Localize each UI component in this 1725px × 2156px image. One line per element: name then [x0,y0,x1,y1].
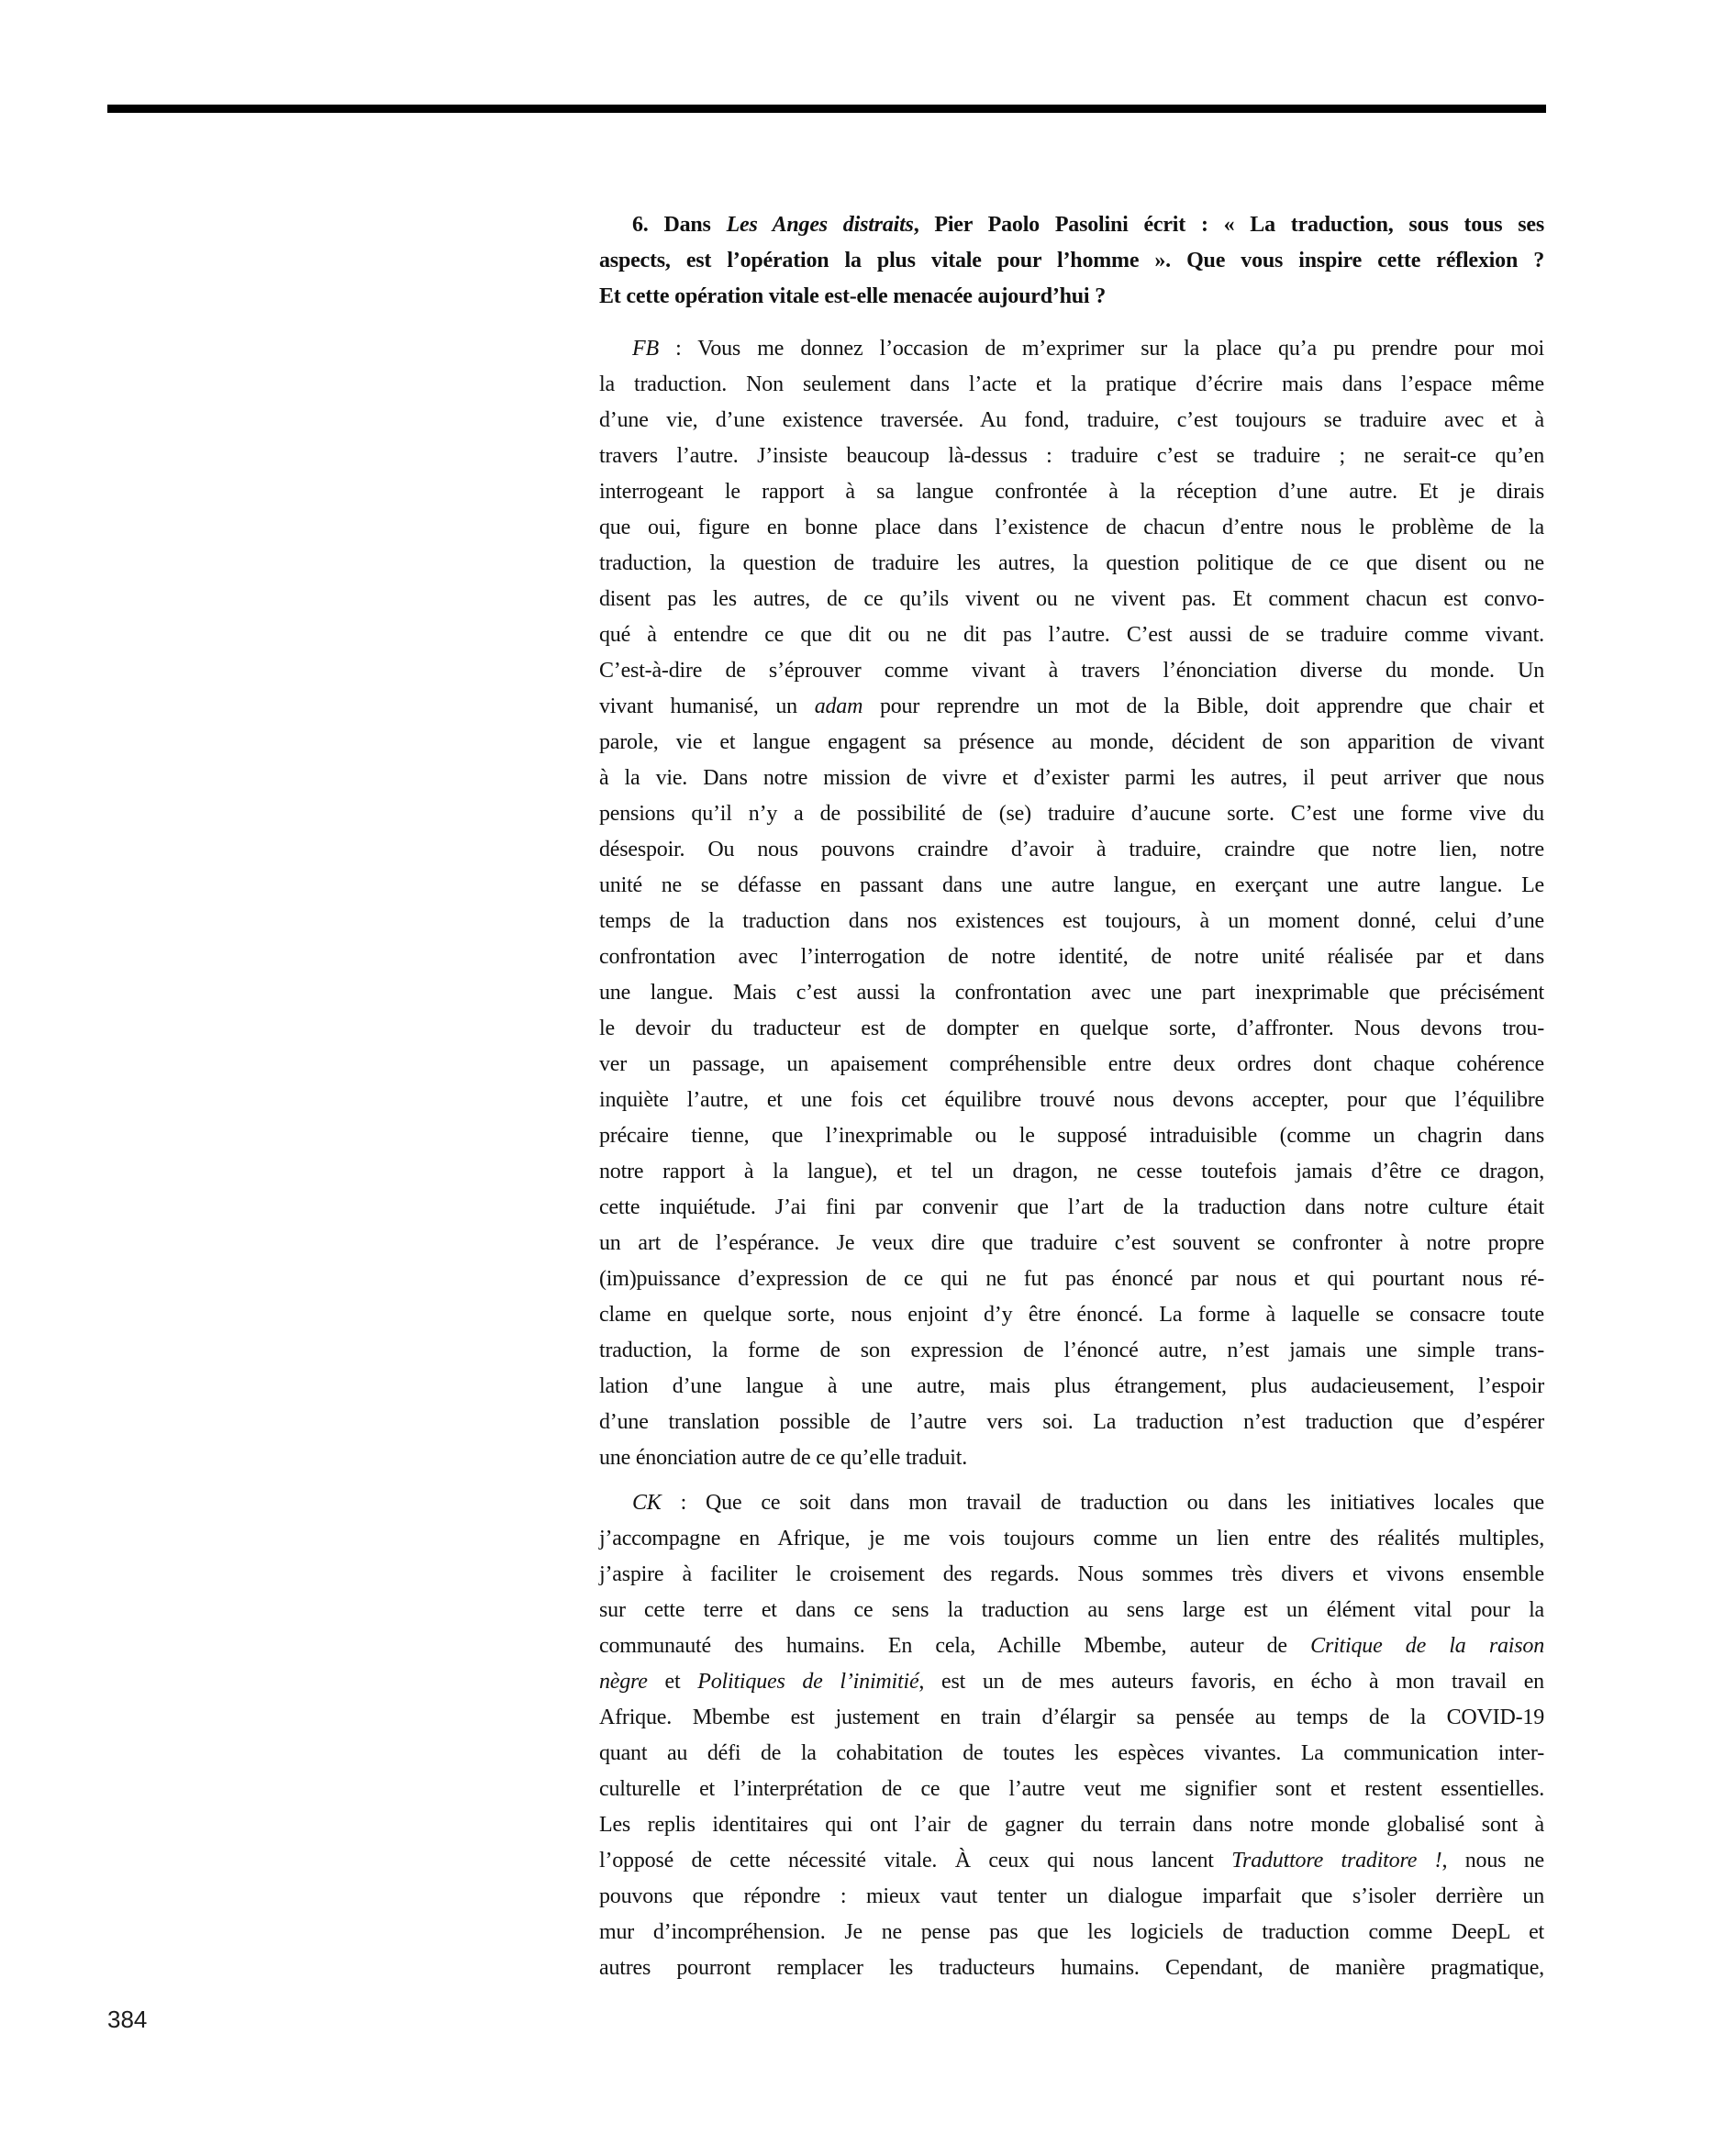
text-line: culturelle et l’interprétation de ce que l’autre veut me signifier sont et restent essentielles. [599,1777,1544,1801]
text-line: clame en quelque sorte, nous enjoint d’y être énoncé. La forme à laquelle se consacre toute [599,1303,1544,1327]
text-line: d’une vie, d’une existence traversée. Au fond, traduire, c’est toujours se traduire avec et à [599,408,1544,432]
text-line: communauté des humains. En cela, Achille Mbembe, auteur de Critique de la raison [599,1634,1544,1658]
question-paragraph [599,207,1544,315]
answer-paragraph-ck [599,1485,1544,1986]
text-line: ver un passage, un apaisement compréhensible entre deux ordres dont chaque cohérence [599,1052,1544,1076]
text-line: quant au défi de la cohabitation de toutes les espèces vivantes. La communication inter- [599,1741,1544,1765]
text-line: mur d’incompréhension. Je ne pense pas que les logiciels de traduction comme DeepL et [599,1920,1544,1944]
text-line: cette inquiétude. J’ai fini par convenir que l’art de la traduction dans notre culture était [599,1195,1544,1219]
text-line: vivant humanisé, un adam pour reprendre un mot de la Bible, doit apprendre que chair et [599,695,1544,718]
text-line: une énonciation autre de ce qu’elle traduit. [599,1446,968,1470]
text-line: autres pourront remplacer les traducteurs humains. Cependant, de manière pragmatique, [599,1956,1544,1980]
text-line: Et cette opération vitale est-elle menacée aujourd’hui ? [599,284,1106,308]
text-line: temps de la traduction dans nos existences est toujours, à un moment donné, celui d’une [599,909,1544,933]
text-line: que oui, figure en bonne place dans l’existence de chacun d’entre nous le problème de la [599,516,1544,539]
text-line: une langue. Mais c’est aussi la confrontation avec une part inexprimable que précisément [599,981,1544,1005]
text-line: précaire tienne, que l’inexprimable ou le supposé intraduisible (comme un chagrin dans [599,1124,1544,1148]
answer-paragraph-fb [599,331,1544,1476]
text-line: un art de l’espérance. Je veux dire que traduire c’est souvent se confronter à notre propre [599,1231,1544,1255]
top-rule [107,105,1546,113]
text-line: nègre et Politiques de l’inimitié, est un de mes auteurs favoris, en écho à mon travail en [599,1670,1544,1694]
text-line: disent pas les autres, de ce qu’ils vivent ou ne vivent pas. Et comment chacun est convo- [599,587,1544,611]
text-line: pouvons que répondre : mieux vaut tenter un dialogue imparfait que s’isoler derrière un [599,1884,1544,1908]
text-line: Afrique. Mbembe est justement en train d’élargir sa pensée au temps de la COVID-19 [599,1706,1544,1729]
text-line: inquiète l’autre, et une fois cet équilibre trouvé nous devons accepter, pour que l’équilibre [599,1088,1544,1112]
text-line: 6. Dans Les Anges distraits, Pier Paolo Pasolini écrit : « La traduction, sous tous ses [632,213,1544,237]
text-line: qué à entendre ce que dit ou ne dit pas l’autre. C’est aussi de se traduire comme vivant. [599,623,1544,647]
page-number: 384 [107,2006,148,2033]
text-line: CK : Que ce soit dans mon travail de traduction ou dans les initiatives locales que [632,1491,1544,1515]
text-line: à la vie. Dans notre mission de vivre et d’exister parmi les autres, il peut arriver que nous [599,766,1544,790]
text-line: désespoir. Ou nous pouvons craindre d’avoir à traduire, craindre que notre lien, notre [599,838,1544,861]
text-line: j’aspire à faciliter le croisement des regards. Nous sommes très divers et vivons ensemble [599,1562,1544,1586]
text-line: C’est-à-dire de s’éprouver comme vivant à travers l’énonciation diverse du monde. Un [599,659,1544,683]
text-line: Les replis identitaires qui ont l’air de gagner du terrain dans notre monde globalisé sont à [599,1813,1544,1837]
text-line: interrogeant le rapport à sa langue confrontée à la réception d’une autre. Et je dirais [599,480,1544,504]
text-line: j’accompagne en Afrique, je me vois toujours comme un lien entre des réalités multiples, [599,1527,1544,1550]
text-line: l’opposé de cette nécessité vitale. À ceux qui nous lancent Traduttore traditore !, nous ne [599,1849,1544,1873]
text-line: traduction, la question de traduire les autres, la question politique de ce que disent ou ne [599,551,1544,575]
text-line: unité ne se défasse en passant dans une autre langue, en exerçant une autre langue. Le [599,873,1544,897]
text-line: traduction, la forme de son expression de l’énoncé autre, n’est jamais une simple trans- [599,1339,1544,1362]
text-line: notre rapport à la langue), et tel un dragon, ne cesse toutefois jamais d’être ce dragon, [599,1160,1544,1184]
text-line: d’une translation possible de l’autre vers soi. La traduction n’est traduction que d’espérer [599,1410,1544,1434]
text-line: (im)puissance d’expression de ce qui ne fut pas énoncé par nous et qui pourtant nous ré- [599,1267,1544,1291]
text-line: la traduction. Non seulement dans l’acte et la pratique d’écrire mais dans l’espace même [599,372,1544,396]
text-line: FB : Vous me donnez l’occasion de m’exprimer sur la place qu’a pu prendre pour moi [632,337,1544,361]
text-line: aspects, est l’opération la plus vitale pour l’homme ». Que vous inspire cette réflexion ? [599,249,1544,272]
text-line: parole, vie et langue engagent sa présence au monde, décident de son apparition de vivant [599,730,1544,754]
text-line: pensions qu’il n’y a de possibilité de (se) traduire d’aucune sorte. C’est une forme vive du [599,802,1544,826]
text-line: confrontation avec l’interrogation de notre identité, de notre unité réalisée par et dans [599,945,1544,969]
text-line: sur cette terre et dans ce sens la traduction au sens large est un élément vital pour la [599,1598,1544,1622]
text-line: travers l’autre. J’insiste beaucoup là-dessus : traduire c’est se traduire ; ne serait-ce qu’en [599,444,1544,468]
text-line: lation d’une langue à une autre, mais plus étrangement, plus audacieusement, l’espoir [599,1374,1544,1398]
text-line: le devoir du traducteur est de dompter en quelque sorte, d’affronter. Nous devons trou- [599,1017,1544,1040]
